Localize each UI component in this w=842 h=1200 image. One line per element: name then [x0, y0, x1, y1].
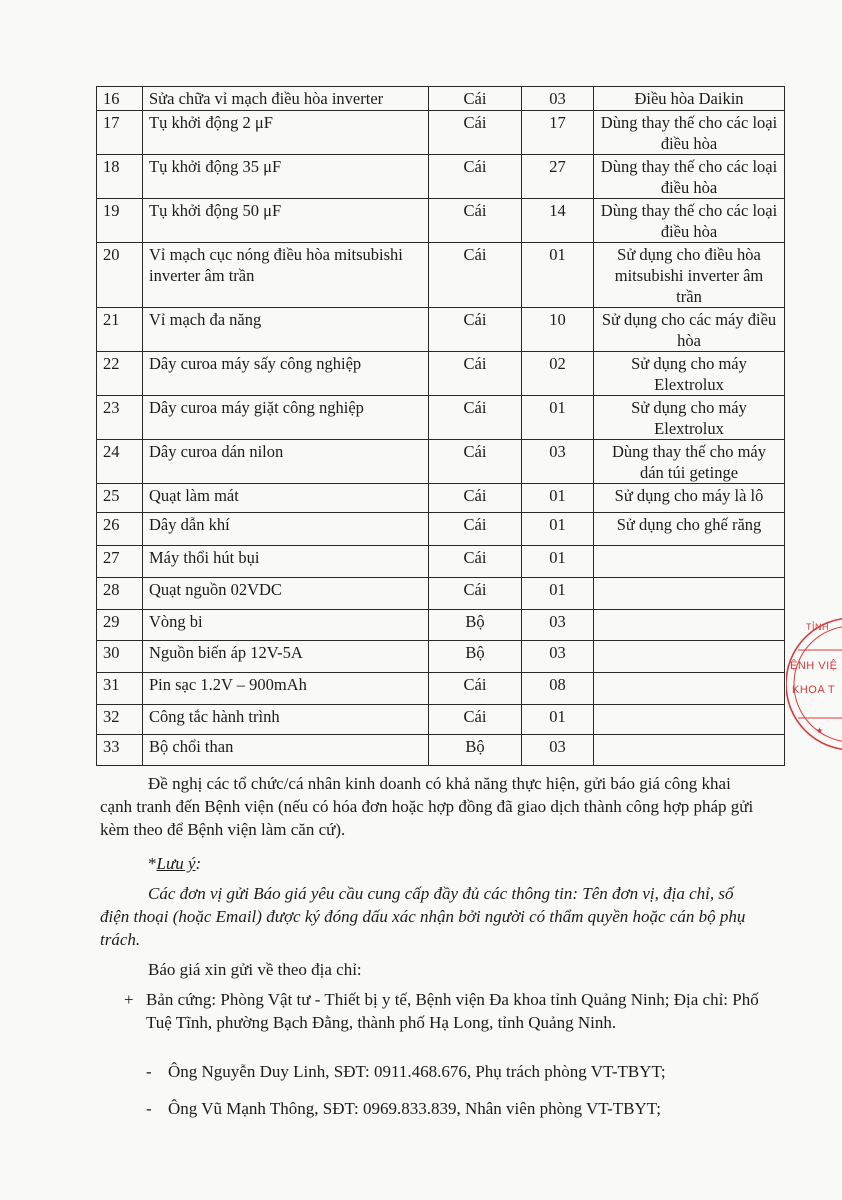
cell-note	[594, 735, 785, 766]
cell-no: 23	[97, 396, 143, 440]
items-table-body	[97, 87, 785, 766]
cell-note: Dùng thay thế cho các loại điều hòa	[594, 199, 785, 243]
cell-no: 20	[97, 243, 143, 308]
cell-unit: Cái	[429, 578, 522, 610]
cell-qty: 01	[522, 705, 594, 735]
table-row	[97, 352, 785, 396]
note-prefix: *	[148, 854, 157, 873]
cell-unit: Cái	[429, 440, 522, 484]
cell-qty: 01	[522, 243, 594, 308]
cell-name: Tụ khởi động 35 μF	[143, 155, 429, 199]
cell-note	[594, 610, 785, 641]
cell-note	[594, 705, 785, 735]
cell-no: 28	[97, 578, 143, 610]
cell-qty: 03	[522, 440, 594, 484]
dash-bullet: -	[146, 1062, 152, 1081]
cell-unit: Bộ	[429, 735, 522, 766]
cell-note: Sử dụng cho các máy điều hòa	[594, 308, 785, 352]
cell-no: 32	[97, 705, 143, 735]
note-label: Lưu ý	[156, 854, 196, 873]
note-heading	[148, 852, 808, 875]
request-paragraph: Đề nghị các tổ chức/cá nhân kinh doanh có khả năng thực hiện, gửi báo giá công khai cạnh tranh đến Bệnh viện (nếu có hóa đơn hoặc hợp đồng đã giao dịch thành công hợp pháp gửi kèm theo để Bệnh viện làm căn cứ).	[100, 774, 754, 839]
table-row	[97, 396, 785, 440]
cell-name: Quạt làm mát	[143, 484, 429, 513]
cell-no: 17	[97, 111, 143, 155]
cell-note	[594, 673, 785, 705]
cell-unit: Cái	[429, 546, 522, 578]
cell-no: 19	[97, 199, 143, 243]
cell-name: Pin sạc 1.2V – 900mAh	[143, 673, 429, 705]
table-row	[97, 308, 785, 352]
cell-name: Vỉ mạch đa năng	[143, 308, 429, 352]
cell-qty: 01	[522, 484, 594, 513]
cell-qty: 01	[522, 513, 594, 546]
table-row	[97, 199, 785, 243]
cell-name: Nguồn biến áp 12V-5A	[143, 641, 429, 673]
cell-name: Công tắc hành trình	[143, 705, 429, 735]
cell-name: Vỉ mạch cục nóng điều hòa mitsubishi inverter âm trần	[143, 243, 429, 308]
note-paragraph: Các đơn vị gửi Báo giá yêu cầu cung cấp đầy đủ các thông tin: Tên đơn vị, địa chỉ, số điện thoại (hoặc Email) được ký đóng dấu xác nhận bởi người có thẩm quyền hoặc cán bộ phụ trách.	[100, 884, 746, 949]
cell-no: 26	[97, 513, 143, 546]
cell-unit: Cái	[429, 87, 522, 111]
cell-qty: 03	[522, 735, 594, 766]
cell-name: Dây curoa máy giặt công nghiệp	[143, 396, 429, 440]
table-row	[97, 111, 785, 155]
cell-no: 24	[97, 440, 143, 484]
cell-no: 31	[97, 673, 143, 705]
cell-unit: Cái	[429, 111, 522, 155]
cell-qty: 08	[522, 673, 594, 705]
cell-qty: 02	[522, 352, 594, 396]
cell-no: 25	[97, 484, 143, 513]
cell-unit: Cái	[429, 484, 522, 513]
cell-qty: 14	[522, 199, 594, 243]
table-row	[97, 735, 785, 766]
cell-qty: 27	[522, 155, 594, 199]
cell-name: Dây dẫn khí	[143, 513, 429, 546]
cell-name: Dây curoa máy sấy công nghiệp	[143, 352, 429, 396]
cell-no: 18	[97, 155, 143, 199]
dash-bullet: -	[146, 1099, 152, 1118]
table-row	[97, 641, 785, 673]
cell-qty: 17	[522, 111, 594, 155]
table-row	[97, 243, 785, 308]
cell-unit: Cái	[429, 705, 522, 735]
cell-unit: Cái	[429, 308, 522, 352]
cell-name: Tụ khởi động 2 μF	[143, 111, 429, 155]
cell-unit: Cái	[429, 155, 522, 199]
cell-no: 22	[97, 352, 143, 396]
cell-note: Điều hòa Daikin	[594, 87, 785, 111]
cell-note	[594, 578, 785, 610]
cell-unit: Cái	[429, 199, 522, 243]
cell-no: 29	[97, 610, 143, 641]
cell-note: Dùng thay thế cho các loại điều hòa	[594, 155, 785, 199]
cell-qty: 10	[522, 308, 594, 352]
table-row	[97, 610, 785, 641]
seal-star-icon: ★	[816, 726, 824, 735]
cell-note: Sử dụng cho máy Elextrolux	[594, 396, 785, 440]
plus-bullet: +	[124, 990, 134, 1009]
table-row	[97, 484, 785, 513]
table-row	[97, 546, 785, 578]
table-row	[97, 87, 785, 111]
cell-note	[594, 546, 785, 578]
seal-line-2: ỆNH VIỆ	[790, 660, 838, 672]
table-row	[97, 513, 785, 546]
contact-text: Ông Nguyễn Duy Linh, SĐT: 0911.468.676, Phụ trách phòng VT-TBYT;	[168, 1062, 666, 1081]
cell-name: Bộ chổi than	[143, 735, 429, 766]
seal-rings	[786, 612, 842, 752]
cell-unit: Cái	[429, 243, 522, 308]
cell-note: Sử dụng cho ghế răng	[594, 513, 785, 546]
seal-line-3: KHOA T	[792, 684, 836, 696]
table-row	[97, 673, 785, 705]
cell-qty: 03	[522, 87, 594, 111]
contact-text: Ông Vũ Mạnh Thông, SĐT: 0969.833.839, Nhân viên phòng VT-TBYT;	[168, 1099, 661, 1118]
cell-unit: Cái	[429, 352, 522, 396]
red-seal-stamp	[786, 612, 842, 752]
cell-note: Sử dụng cho máy Elextrolux	[594, 352, 785, 396]
cell-qty: 01	[522, 396, 594, 440]
seal-line-1: TỈNH	[806, 622, 829, 632]
note-colon: :	[195, 854, 202, 873]
cell-no: 16	[97, 87, 143, 111]
cell-name: Sửa chữa vỉ mạch điều hòa inverter	[143, 87, 429, 111]
cell-unit: Cái	[429, 673, 522, 705]
cell-name: Dây curoa dán nilon	[143, 440, 429, 484]
cell-name: Vòng bi	[143, 610, 429, 641]
contact-item	[146, 1097, 766, 1120]
cell-qty: 01	[522, 546, 594, 578]
cell-no: 27	[97, 546, 143, 578]
cell-no: 30	[97, 641, 143, 673]
cell-note: Dùng thay thế cho máy dán túi getinge	[594, 440, 785, 484]
cell-note: Sử dụng cho máy là lô	[594, 484, 785, 513]
table-row	[97, 705, 785, 735]
cell-unit: Bộ	[429, 641, 522, 673]
cell-unit: Bộ	[429, 610, 522, 641]
table-row	[97, 578, 785, 610]
cell-note: Sử dụng cho điều hòa mitsubishi inverter âm trần	[594, 243, 785, 308]
cell-name: Máy thổi hút bụi	[143, 546, 429, 578]
table-row	[97, 440, 785, 484]
cell-name: Tụ khởi động 50 μF	[143, 199, 429, 243]
cell-note: Dùng thay thế cho các loại điều hòa	[594, 111, 785, 155]
cell-note	[594, 641, 785, 673]
cell-qty: 01	[522, 578, 594, 610]
cell-name: Quạt nguồn 02VDC	[143, 578, 429, 610]
hard-copy-item	[124, 988, 764, 1034]
cell-no: 33	[97, 735, 143, 766]
cell-unit: Cái	[429, 513, 522, 546]
cell-qty: 03	[522, 610, 594, 641]
cell-qty: 03	[522, 641, 594, 673]
cell-no: 21	[97, 308, 143, 352]
hard-copy-text: Bản cứng: Phòng Vật tư - Thiết bị y tế, Bệnh viện Đa khoa tỉnh Quảng Ninh; Địa chỉ: Phố Tuệ Tĩnh, phường Bạch Đằng, thành phố Hạ Long, tỉnh Quảng Ninh.	[146, 990, 759, 1032]
cell-unit: Cái	[429, 396, 522, 440]
address-intro: Báo giá xin gửi về theo địa chỉ:	[148, 960, 362, 979]
items-table	[96, 86, 785, 766]
table-row	[97, 155, 785, 199]
contact-item	[146, 1060, 766, 1083]
